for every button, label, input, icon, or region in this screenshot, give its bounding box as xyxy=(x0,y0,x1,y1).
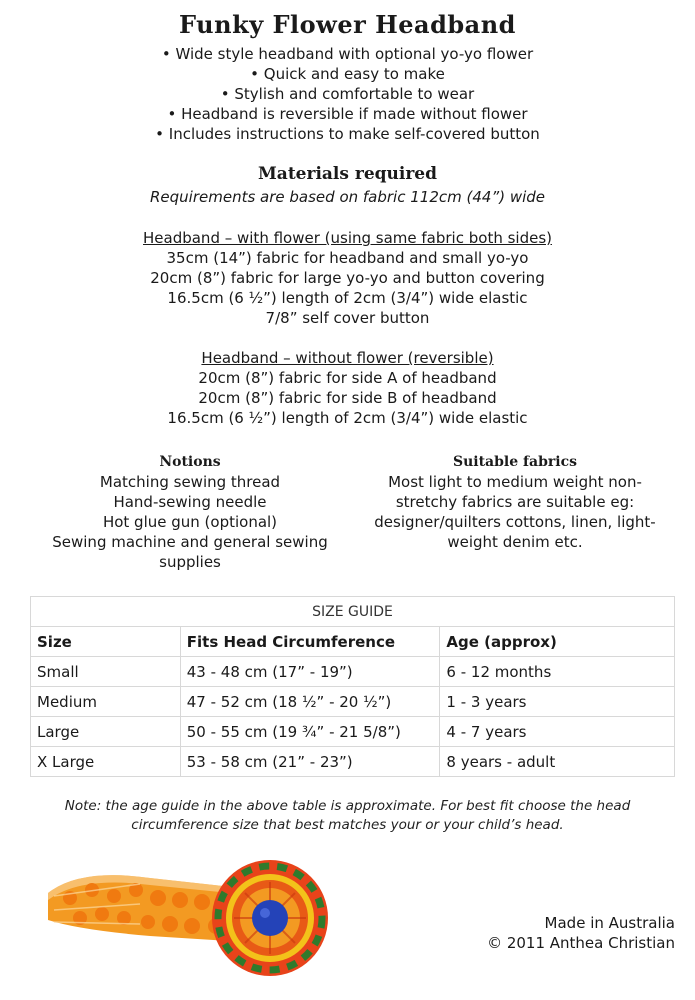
with-flower-heading: Headband – with flower (using same fabric both sides) xyxy=(143,229,552,247)
copyright: © 2011 Anthea Christian xyxy=(487,934,675,952)
without-flower-section xyxy=(0,348,695,428)
material-item: 20cm (8”) fabric for large yo-yo and button covering xyxy=(150,269,545,287)
table-row xyxy=(31,687,675,717)
size-cell: X Large xyxy=(31,747,181,777)
note-line: Note: the age guide in the above table is approximate. For best fit choose the head xyxy=(64,798,631,814)
fabrics-line: designer/quilters cottons, linen, light- xyxy=(374,513,656,531)
circumference-cell: 47 - 52 cm (18 ½” - 20 ½”) xyxy=(180,687,440,717)
table-row xyxy=(31,747,675,777)
column-header-size: Size xyxy=(31,627,181,657)
headband-photo xyxy=(40,838,340,992)
feature-item: • Quick and easy to make xyxy=(0,64,695,84)
feature-item: • Wide style headband with optional yo-yo flower xyxy=(0,44,695,64)
material-item: 16.5cm (6 ½”) length of 2cm (3/4”) wide elastic xyxy=(167,409,528,427)
material-item: 16.5cm (6 ½”) length of 2cm (3/4”) wide elastic xyxy=(167,289,528,307)
feature-item: • Includes instructions to make self-covered button xyxy=(0,124,695,144)
table-row xyxy=(31,717,675,747)
notion-item: Sewing machine and general sewing xyxy=(52,533,328,551)
age-cell: 1 - 3 years xyxy=(440,687,675,717)
made-in: Made in Australia xyxy=(544,914,675,932)
feature-item: • Stylish and comfortable to wear xyxy=(0,84,695,104)
fabrics-line: Most light to medium weight non- xyxy=(388,473,642,491)
with-flower-section xyxy=(0,228,695,328)
column-header-age: Age (approx) xyxy=(440,627,675,657)
feature-item: • Headband is reversible if made without flower xyxy=(0,104,695,124)
notion-item: Matching sewing thread xyxy=(99,473,281,491)
without-flower-heading: Headband – without flower (reversible) xyxy=(201,349,494,367)
size-cell: Large xyxy=(31,717,181,747)
feature-list xyxy=(0,44,695,144)
size-guide-table xyxy=(30,596,675,777)
fabrics-line: stretchy fabrics are suitable eg: xyxy=(395,493,635,511)
circumference-cell: 53 - 58 cm (21” - 23”) xyxy=(180,747,440,777)
material-item: 20cm (8”) fabric for side A of headband xyxy=(198,369,497,387)
headband-illustration xyxy=(40,838,340,988)
fabrics-line: weight denim etc. xyxy=(447,533,583,551)
age-note xyxy=(0,797,695,835)
material-item: 20cm (8”) fabric for side B of headband xyxy=(198,389,497,407)
table-row xyxy=(31,657,675,687)
circumference-cell: 50 - 55 cm (19 ¾” - 21 5/8”) xyxy=(180,717,440,747)
circumference-cell: 43 - 48 cm (17” - 19”) xyxy=(180,657,440,687)
size-cell: Medium xyxy=(31,687,181,717)
size-guide-caption: SIZE GUIDE xyxy=(31,597,675,627)
button-icon xyxy=(252,900,288,936)
materials-subheading: Requirements are based on fabric 112cm (44”) wide xyxy=(149,188,546,206)
age-cell: 6 - 12 months xyxy=(440,657,675,687)
materials-heading: Materials required xyxy=(257,164,437,184)
fabrics-section xyxy=(355,452,675,552)
yo-yo-flower xyxy=(212,860,328,976)
table-header-row xyxy=(31,627,675,657)
size-cell: Small xyxy=(31,657,181,687)
footer xyxy=(487,913,675,953)
age-cell: 8 years - adult xyxy=(440,747,675,777)
notion-item: Hot glue gun (optional) xyxy=(102,513,278,531)
notion-item: Hand-sewing needle xyxy=(113,493,267,511)
fabrics-heading: Suitable fabrics xyxy=(452,454,578,470)
page-title: Funky Flower Headband xyxy=(179,10,516,39)
notions-section xyxy=(25,452,355,572)
size-guide-caption-row xyxy=(31,597,675,627)
age-cell: 4 - 7 years xyxy=(440,717,675,747)
material-item: 35cm (14”) fabric for headband and small yo-yo xyxy=(166,249,529,267)
column-header-circumference: Fits Head Circumference xyxy=(180,627,440,657)
notion-item: supplies xyxy=(159,553,221,571)
note-line: circumference size that best matches your or your child’s head. xyxy=(131,817,564,833)
material-item: 7/8” self cover button xyxy=(265,309,430,327)
notions-heading: Notions xyxy=(159,454,221,470)
